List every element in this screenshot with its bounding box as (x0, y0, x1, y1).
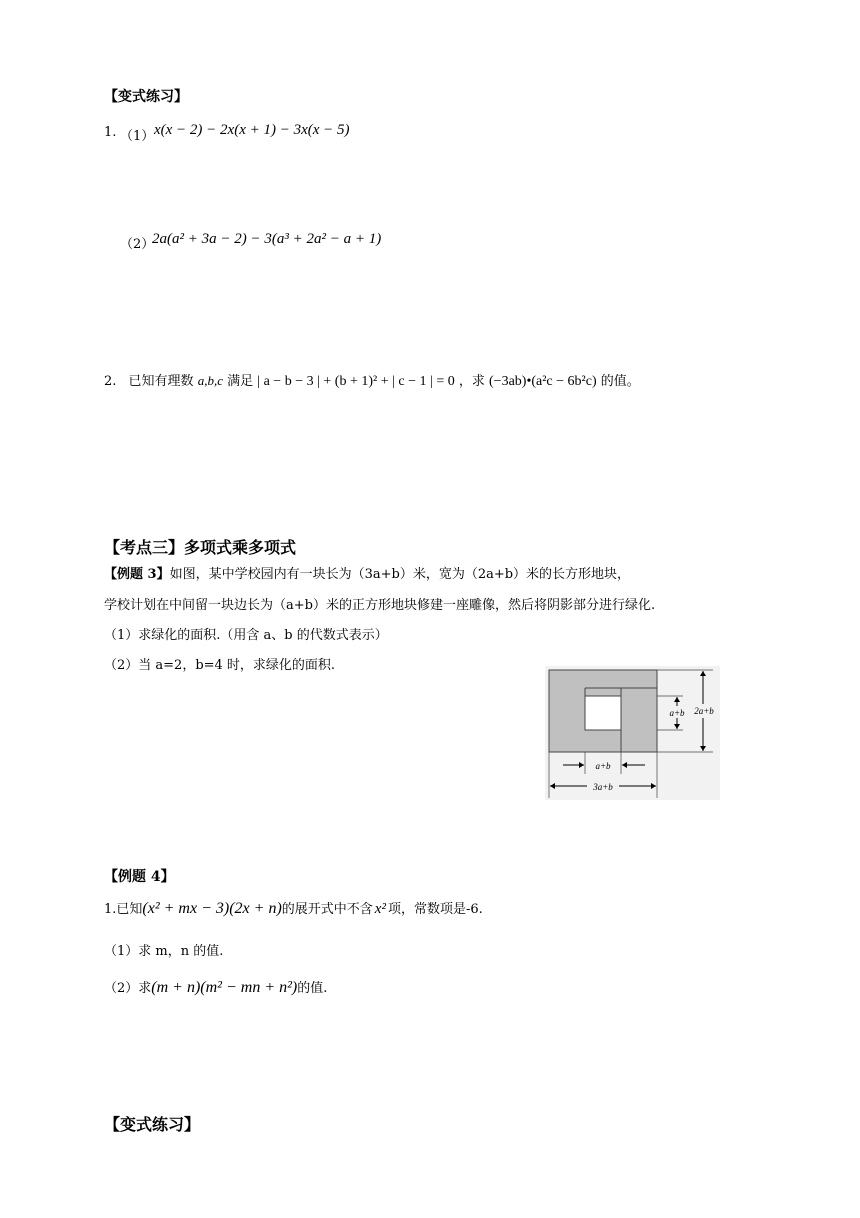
question-2-condition: | a − b − 3 | + (b + 1)² + | c − 1 | = 0 (257, 374, 455, 389)
example-4-line-1 (104, 898, 483, 918)
question-1-number: 1. (104, 125, 117, 140)
question-1-part-1-expression: x(x − 2) − 2x(x + 1) − 3x(x − 5) (154, 122, 350, 138)
example-4-text-c: 项，常数项是-6. (387, 902, 483, 917)
label-outer-height: 2a+b (694, 706, 714, 716)
question-2-text-a: 已知有理数 (128, 374, 194, 389)
example-4-label: 【例题 4】 (104, 869, 175, 885)
example-4-expression: (x² + mx − 3)(2x + n) (142, 900, 282, 917)
section-heading-point-3: 【考点三】多项式乘多项式 (104, 538, 297, 557)
example-4-term: x² (374, 901, 386, 917)
question-2-text-b: 满足 (227, 374, 254, 389)
question-2-text-d: 的值。 (600, 374, 640, 389)
label-inner-width: a+b (595, 761, 611, 771)
example-4-text-b: 的展开式中不含 (281, 902, 373, 917)
question-2-text-c: ，求 (458, 374, 485, 389)
example-3-question-2: （2）当 a=2，b=4 时，求绿化的面积. (104, 658, 336, 673)
example-4-question-2-expression: (m + n)(m² − mn + n²) (151, 979, 298, 996)
example-3-line-2: 学校计划在中间留一块边长为（a+b）米的正方形地块修建一座雕像，然后将阴影部分进行绿化. (104, 598, 656, 613)
question-1-part-2-expression: 2a(a² + 3a − 2) − 3(a³ + 2a² − a + 1) (152, 231, 382, 247)
inner-square (585, 696, 621, 730)
example-4-question-2 (104, 977, 327, 997)
rectangle-figure (545, 666, 720, 800)
example-3-text-1: 如图，某中学校园内有一块长为（3a+b）米，宽为（2a+b）米的长方形地块， (169, 567, 631, 582)
question-1-part-1-label: （1） (120, 129, 155, 144)
example-4-question-2-text-a: （2）求 (104, 981, 152, 996)
example-4-question-2-text-b: 的值. (297, 981, 328, 996)
label-outer-width: 3a+b (593, 782, 613, 792)
question-2-line (104, 370, 640, 390)
example-4-question-1: （1）求 m，n 的值. (104, 944, 224, 959)
question-2-number: 2. (104, 374, 117, 389)
example-4-text-a: 1.已知 (104, 902, 143, 917)
section-heading-variant-2: 【变式练习】 (104, 1115, 201, 1134)
example-3-question-1: （1）求绿化的面积.（用含 a、b 的代数式表示） (104, 628, 388, 643)
example-3-label: 【例题 3】 (104, 567, 170, 582)
question-2-expression: (−3ab)•(a²c − 6b²c) (489, 374, 597, 389)
label-inner-height: a+b (669, 708, 685, 718)
question-2-variables: a,b,c (197, 373, 223, 388)
question-1-part-2-label: （2） (120, 237, 155, 252)
example-3-line-1 (104, 563, 630, 582)
section-heading-variant-1: 【变式练习】 (104, 89, 188, 105)
